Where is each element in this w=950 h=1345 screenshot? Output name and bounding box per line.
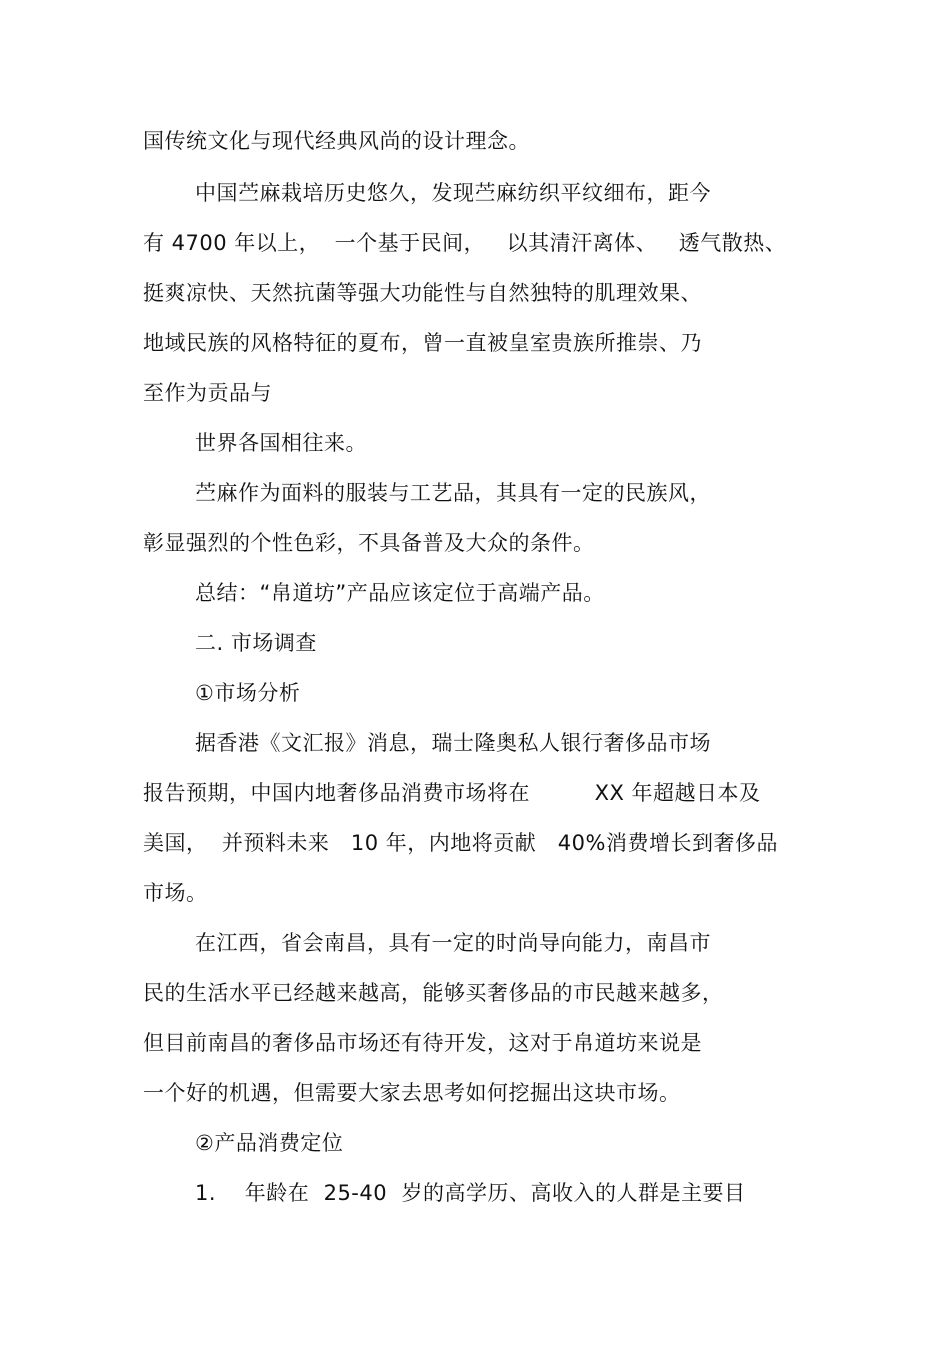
text-line: 至作为贡品与 [143, 381, 272, 405]
text-line: 国传统文化与现代经典风尚的设计理念。 [143, 129, 530, 153]
list-item: 1. 年龄在 25-40 岁的高学历、高收入的人群是主要目 [195, 1181, 746, 1205]
text-line: 世界各国相往来。 [195, 431, 367, 455]
text-line: 但目前南昌的奢侈品市场还有待开发，这对于帛道坊来说是 [143, 1031, 702, 1055]
subsection-heading: ②产品消费定位 [195, 1131, 344, 1155]
section-heading: 二. 市场调查 [195, 631, 317, 655]
text-line: 在江西，省会南昌，具有一定的时尚导向能力，南昌市 [195, 931, 711, 955]
text-line: 中国苎麻栽培历史悠久，发现苎麻纺织平纹细布，距今 [195, 181, 711, 205]
text-line: 彰显强烈的个性色彩，不具备普及大众的条件。 [143, 531, 595, 555]
text-line: 挺爽凉快、天然抗菌等强大功能性与自然独特的肌理效果、 [143, 281, 702, 305]
text-line: 地域民族的风格特征的夏布，曾一直被皇室贵族所推崇、乃 [143, 331, 702, 355]
text-line: 民的生活水平已经越来越高，能够买奢侈品的市民越来越多， [143, 981, 724, 1005]
text-line: 据香港《文汇报》消息，瑞士隆奥私人银行奢侈品市场 [195, 731, 711, 755]
text-line: 一个好的机遇，但需要大家去思考如何挖掘出这块市场。 [143, 1081, 681, 1105]
text-line: 报告预期，中国内地奢侈品消费市场将在 XX 年超越日本及 [143, 781, 761, 805]
text-line: 有 4700 年以上， 一个基于民间， 以其清汗离体、 透气散热、 [143, 231, 787, 255]
text-line: 市场。 [143, 881, 208, 905]
text-line: 美国， 并预料未来 10 年，内地将贡献 40%消费增长到奢侈品 [143, 831, 778, 855]
text-line: 总结：“帛道坊”产品应该定位于高端产品。 [195, 581, 605, 605]
text-line: 苎麻作为面料的服装与工艺品，其具有一定的民族风， [195, 481, 711, 505]
subsection-heading: ①市场分析 [195, 681, 301, 705]
